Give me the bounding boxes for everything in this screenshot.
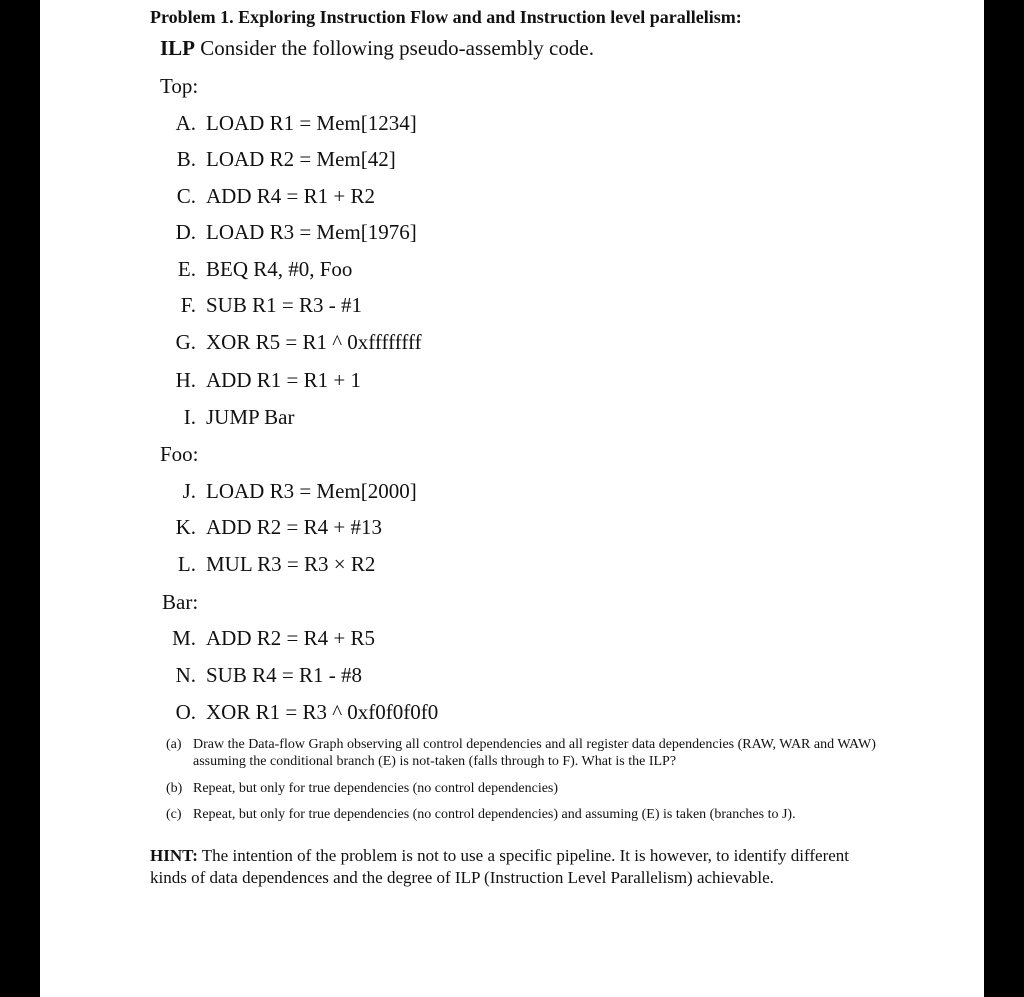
instruction-text: SUB R4 = R1 - #8 <box>206 663 362 687</box>
instruction-o <box>170 700 438 725</box>
instruction-letter: I. <box>183 405 196 429</box>
instruction-letter: E. <box>177 257 196 281</box>
instruction-letter: C. <box>176 184 196 208</box>
instruction-i <box>170 405 294 430</box>
instruction-letter: L. <box>177 552 196 576</box>
question-b <box>166 780 882 797</box>
instruction-c <box>170 184 375 209</box>
instruction-letter: G. <box>175 330 196 354</box>
instruction-letter: D. <box>175 220 196 244</box>
instruction-text: ADD R4 = R1 + R2 <box>206 184 375 208</box>
question-label: (c) <box>166 807 182 822</box>
document-page <box>40 0 984 997</box>
question-c <box>166 806 882 823</box>
instruction-text: ADD R2 = R4 + #13 <box>206 515 382 539</box>
instruction-text: MUL R3 = R3 × R2 <box>206 552 376 576</box>
instruction-letter: B. <box>176 147 196 171</box>
problem-title: Problem 1. Exploring Instruction Flow and and Instruction level parallelism: <box>150 7 742 27</box>
label-bar: Bar: <box>162 590 199 614</box>
question-text: Repeat, but only for true dependencies (no control dependencies) and assuming (E) is taken (branches to J). <box>193 807 796 822</box>
instruction-text: SUB R1 = R3 - #1 <box>206 293 362 317</box>
instruction-l <box>170 552 375 577</box>
instruction-text: XOR R5 = R1 ^ 0xffffffff <box>206 330 422 354</box>
instruction-g <box>170 330 422 355</box>
instruction-text: XOR R1 = R3 ^ 0xf0f0f0f0 <box>206 700 439 724</box>
instruction-b <box>170 147 396 172</box>
instruction-letter: H. <box>175 368 196 392</box>
question-text: Draw the Data-flow Graph observing all control dependencies and all register data dependencies (RAW, WAR and WAW) assuming the conditional branch (E) is not-taken (falls through to F). What is the ILP? <box>193 737 876 769</box>
instruction-text: JUMP Bar <box>206 405 295 429</box>
instruction-a <box>170 111 417 136</box>
instruction-text: LOAD R2 = Mem[42] <box>206 147 396 171</box>
label-foo: Foo: <box>160 442 199 466</box>
instruction-f <box>170 293 362 318</box>
question-text: Repeat, but only for true dependencies (no control dependencies) <box>193 781 559 796</box>
question-label: (b) <box>166 781 183 796</box>
instruction-e <box>170 257 352 282</box>
instruction-text: LOAD R3 = Mem[2000] <box>206 479 417 503</box>
instruction-m <box>170 626 375 651</box>
instruction-j <box>170 479 417 504</box>
instruction-text: ADD R2 = R4 + R5 <box>206 626 375 650</box>
instruction-text: LOAD R1 = Mem[1234] <box>206 111 417 135</box>
instruction-letter: K. <box>175 515 196 539</box>
instruction-n <box>170 663 362 688</box>
instruction-k <box>170 515 382 540</box>
instruction-h <box>170 368 361 393</box>
question-a <box>166 736 882 770</box>
instruction-letter: F. <box>180 293 196 317</box>
instruction-letter: O. <box>175 700 196 724</box>
instruction-text: ADD R1 = R1 + 1 <box>206 368 361 392</box>
hint-paragraph <box>150 845 870 889</box>
instruction-letter: J. <box>182 479 196 503</box>
instruction-text: BEQ R4, #0, Foo <box>206 257 353 281</box>
intro-line <box>160 36 594 61</box>
label-top: Top: <box>160 74 199 98</box>
hint-label: HINT: <box>150 846 198 865</box>
hint-text: The intention of the problem is not to use a specific pipeline. It is however, to identify different kinds of data dependences and the degree of ILP (Instruction Level Parallelism) achievable. <box>150 846 849 887</box>
question-label: (a) <box>166 737 182 752</box>
intro-bold: ILP <box>160 36 196 60</box>
instruction-letter: A. <box>175 111 196 135</box>
instruction-text: LOAD R3 = Mem[1976] <box>206 220 417 244</box>
instruction-letter: M. <box>172 626 196 650</box>
intro-text: Consider the following pseudo-assembly code. <box>195 36 594 60</box>
instruction-d <box>170 220 417 245</box>
instruction-letter: N. <box>175 663 196 687</box>
